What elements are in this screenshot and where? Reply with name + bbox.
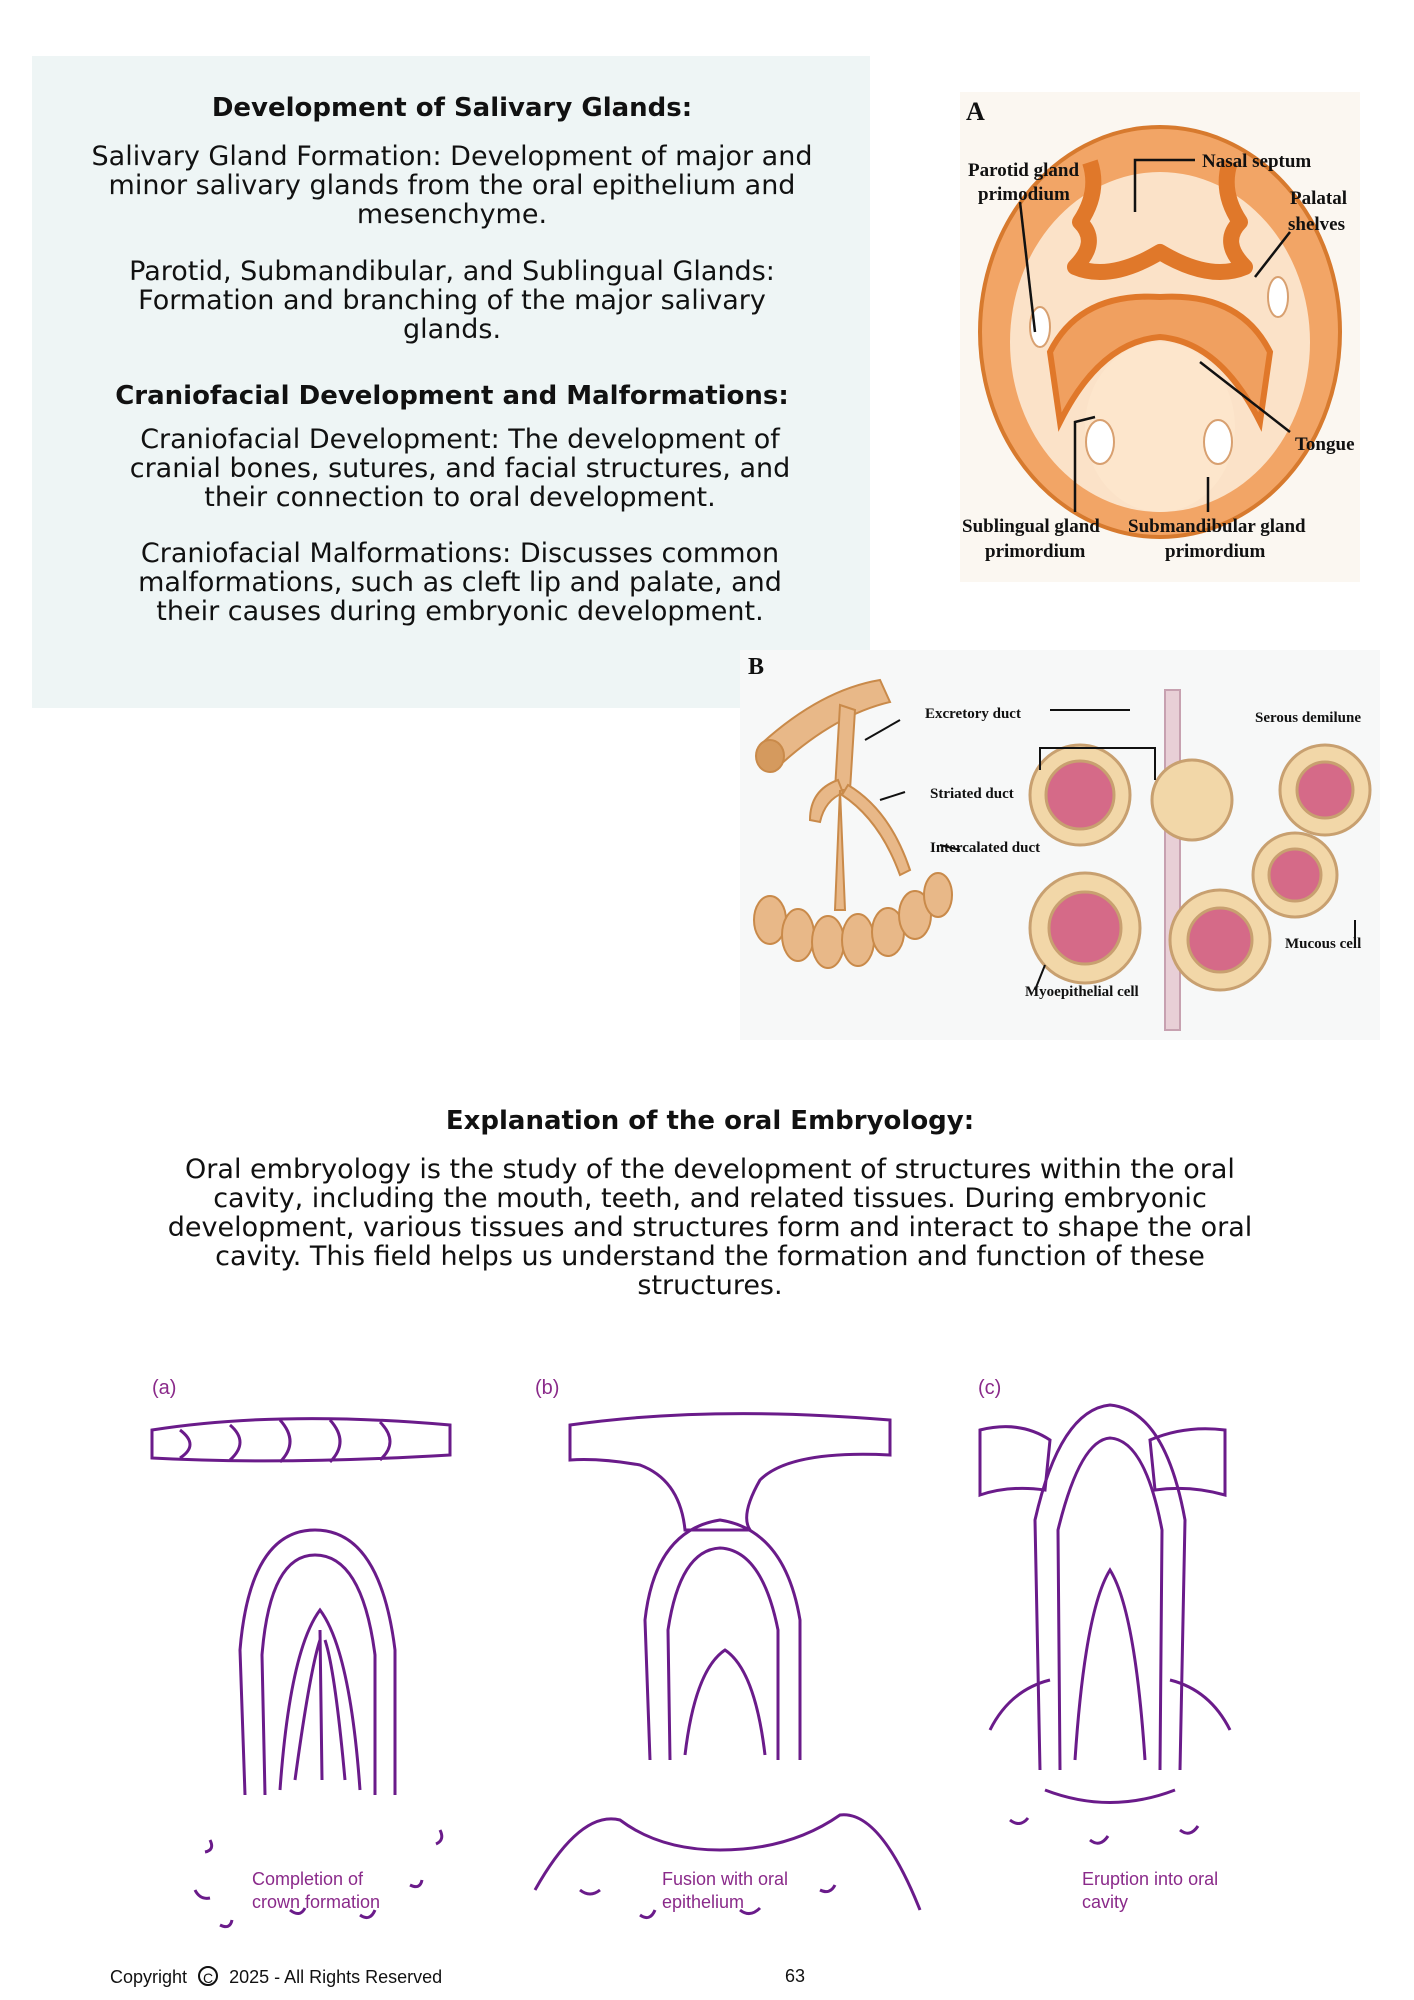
label-mucous-cell: Mucous cell <box>1285 936 1362 952</box>
salivary-paragraph-1: Salivary Gland Formation: Development of major and minor salivary glands from the oral epithelium and mesenchyme. <box>91 141 813 230</box>
panel-a-letter: (a) <box>152 1377 177 1399</box>
figure-b-gland-structure <box>740 650 1380 1040</box>
label-sublingual-2: primordium <box>985 541 1086 562</box>
copyright-symbol-icon: C <box>198 1966 218 1986</box>
explanation-body: Oral embryology is the study of the development of structures within the oral cavity, including the mouth, teeth, and related tissues. During embryonic development, various tissues and structures form and interact to shape the oral cavity. This field helps us understand the formation and function of these structures. <box>167 1154 1253 1301</box>
footer-copyright <box>110 1966 442 1988</box>
label-palatal-1: Palatal <box>1290 188 1347 209</box>
salivary-heading: Development of Salivary Glands: <box>211 93 693 123</box>
figure-a-letter: A <box>966 97 985 126</box>
label-serous-demilune: Serous demilune <box>1255 710 1361 726</box>
craniofacial-paragraph-1: Craniofacial Development: The development of cranial bones, sutures, and facial structures, and their connection to oral development. <box>129 424 791 513</box>
label-palatal-2: shelves <box>1288 214 1345 235</box>
figure-a-gland-primordia <box>960 92 1360 582</box>
panel-a-caption-1: Completion of <box>252 1869 364 1889</box>
panel-b-caption-2: epithelium <box>662 1892 745 1912</box>
label-sublingual-1: Sublingual gland <box>962 516 1100 537</box>
craniofacial-heading: Craniofacial Development and Malformations: <box>115 381 789 411</box>
rights-text: 2025 - All Rights Reserved <box>229 1967 443 1987</box>
craniofacial-paragraph-2: Craniofacial Malformations: Discusses common malformations, such as cleft lip and palate, and their causes during embryonic development. <box>138 538 782 627</box>
panel-c-caption-2: cavity <box>1082 1892 1129 1912</box>
label-parotid-1: Parotid gland <box>968 160 1080 181</box>
label-submandibular-2: primordium <box>1165 541 1266 562</box>
panel-c-oral-epithelium <box>980 1427 1050 1495</box>
panel-a-caption-2: crown formation <box>252 1892 381 1912</box>
copyright-label: Copyright <box>110 1967 188 1987</box>
figure-b-letter: B <box>748 654 765 680</box>
panel-b-caption-1: Fusion with oral <box>662 1869 789 1889</box>
panel-a-oral-epithelium <box>152 1419 450 1461</box>
panel-c-letter: (c) <box>978 1377 1002 1399</box>
label-intercalated-duct: Intercalated duct <box>930 840 1041 856</box>
page-number: 63 <box>785 1966 806 1986</box>
tooth-eruption-figure <box>140 1370 1340 1930</box>
panel-b-letter: (b) <box>535 1377 560 1399</box>
explanation-heading: Explanation of the oral Embryology: <box>445 1106 975 1136</box>
label-excretory-duct: Excretory duct <box>925 706 1021 722</box>
label-parotid-2: primodium <box>978 184 1070 205</box>
panel-b-oral-epithelium <box>570 1414 890 1530</box>
panel-c-caption-1: Eruption into oral <box>1082 1869 1219 1889</box>
label-myoepithelial-cell: Myoepithelial cell <box>1025 984 1139 1000</box>
label-striated-duct: Striated duct <box>930 786 1014 802</box>
label-tongue: Tongue <box>1295 434 1355 455</box>
salivary-paragraph-2: Parotid, Submandibular, and Sublingual Glands: Formation and branching of the major salivary glands. <box>129 256 775 345</box>
label-submandibular-1: Submandibular gland <box>1128 516 1306 537</box>
label-nasal-septum: Nasal septum <box>1202 151 1312 172</box>
